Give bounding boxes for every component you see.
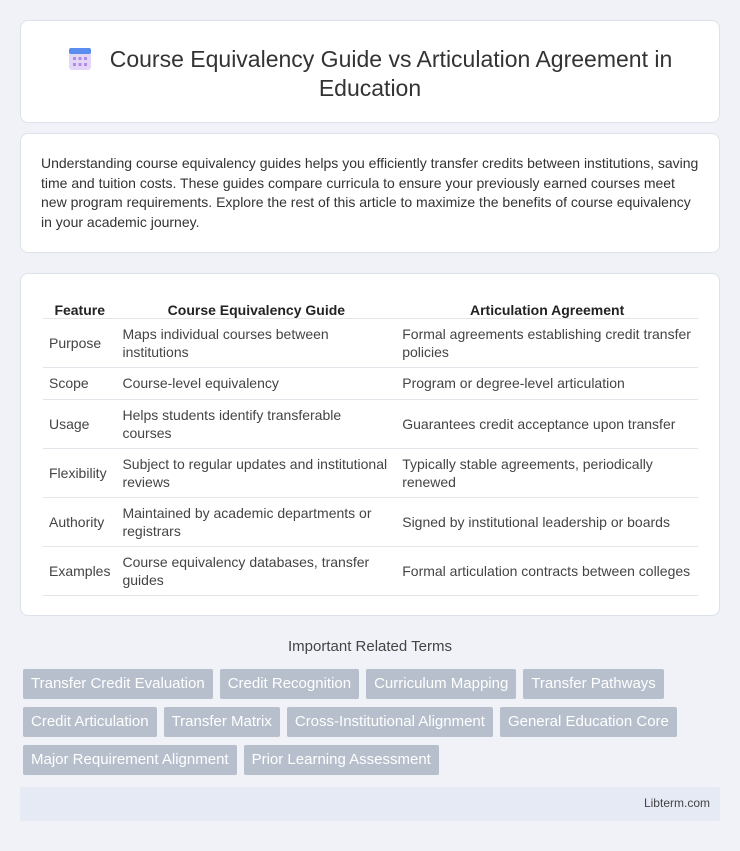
agreement-cell: Typically stable agreements, periodically renewed <box>396 448 698 497</box>
agreement-cell: Formal articulation contracts between colleges <box>396 546 698 595</box>
related-term-tag[interactable]: Prior Learning Assessment <box>244 745 439 775</box>
related-terms-heading: Important Related Terms <box>288 638 452 655</box>
title-card <box>20 20 720 123</box>
agreement-cell: Signed by institutional leadership or boards <box>396 497 698 546</box>
footer-site-link[interactable]: Libterm.com <box>643 796 710 810</box>
agreement-cell: Program or degree-level articulation <box>396 367 698 399</box>
intro-card <box>20 133 720 253</box>
related-term-tag[interactable]: Transfer Matrix <box>164 707 280 737</box>
header-course-equivalency-guide: Course Equivalency Guide <box>116 296 396 318</box>
related-terms-list <box>23 669 723 775</box>
table-row <box>43 367 698 399</box>
page-title: Course Equivalency Guide vs Articulation Agreement in Education <box>109 46 673 101</box>
related-term-tag[interactable]: General Education Core <box>500 707 677 737</box>
guide-cell: Course-level equivalency <box>116 367 396 399</box>
feature-cell: Scope <box>43 367 116 399</box>
guide-cell: Helps students identify transferable courses <box>116 399 396 448</box>
feature-cell: Purpose <box>43 318 116 367</box>
intro-paragraph: Understanding course equivalency guides helps you efficiently transfer credits between institutions, saving time and tuition costs. These guides compare curricula to ensure your previously earned courses meet new program requirements. Explore the rest of this article to maximize the benefits of course equivalency in your academic journey. <box>41 155 699 230</box>
calendar-grid-icon <box>68 45 92 71</box>
comparison-table-card <box>20 273 720 616</box>
table-row <box>43 448 698 497</box>
feature-cell: Authority <box>43 497 116 546</box>
feature-cell: Flexibility <box>43 448 116 497</box>
feature-cell: Usage <box>43 399 116 448</box>
header-articulation-agreement: Articulation Agreement <box>396 296 698 318</box>
guide-cell: Course equivalency databases, transfer guides <box>116 546 396 595</box>
related-term-tag[interactable]: Major Requirement Alignment <box>23 745 237 775</box>
header-feature: Feature <box>43 296 116 318</box>
table-row <box>43 546 698 595</box>
table-row <box>43 497 698 546</box>
agreement-cell: Formal agreements establishing credit transfer policies <box>396 318 698 367</box>
footer <box>20 787 720 821</box>
guide-cell: Maintained by academic departments or registrars <box>116 497 396 546</box>
table-row <box>43 318 698 367</box>
related-term-tag[interactable]: Credit Articulation <box>23 707 157 737</box>
guide-cell: Maps individual courses between institutions <box>116 318 396 367</box>
related-term-tag[interactable]: Transfer Pathways <box>523 669 664 699</box>
comparison-table <box>43 296 698 596</box>
related-term-tag[interactable]: Cross-Institutional Alignment <box>287 707 493 737</box>
related-term-tag[interactable]: Credit Recognition <box>220 669 359 699</box>
table-header-row <box>43 296 698 318</box>
related-term-tag[interactable]: Curriculum Mapping <box>366 669 516 699</box>
feature-cell: Examples <box>43 546 116 595</box>
agreement-cell: Guarantees credit acceptance upon transfer <box>396 399 698 448</box>
related-term-tag[interactable]: Transfer Credit Evaluation <box>23 669 213 699</box>
guide-cell: Subject to regular updates and institutional reviews <box>116 448 396 497</box>
table-row <box>43 399 698 448</box>
